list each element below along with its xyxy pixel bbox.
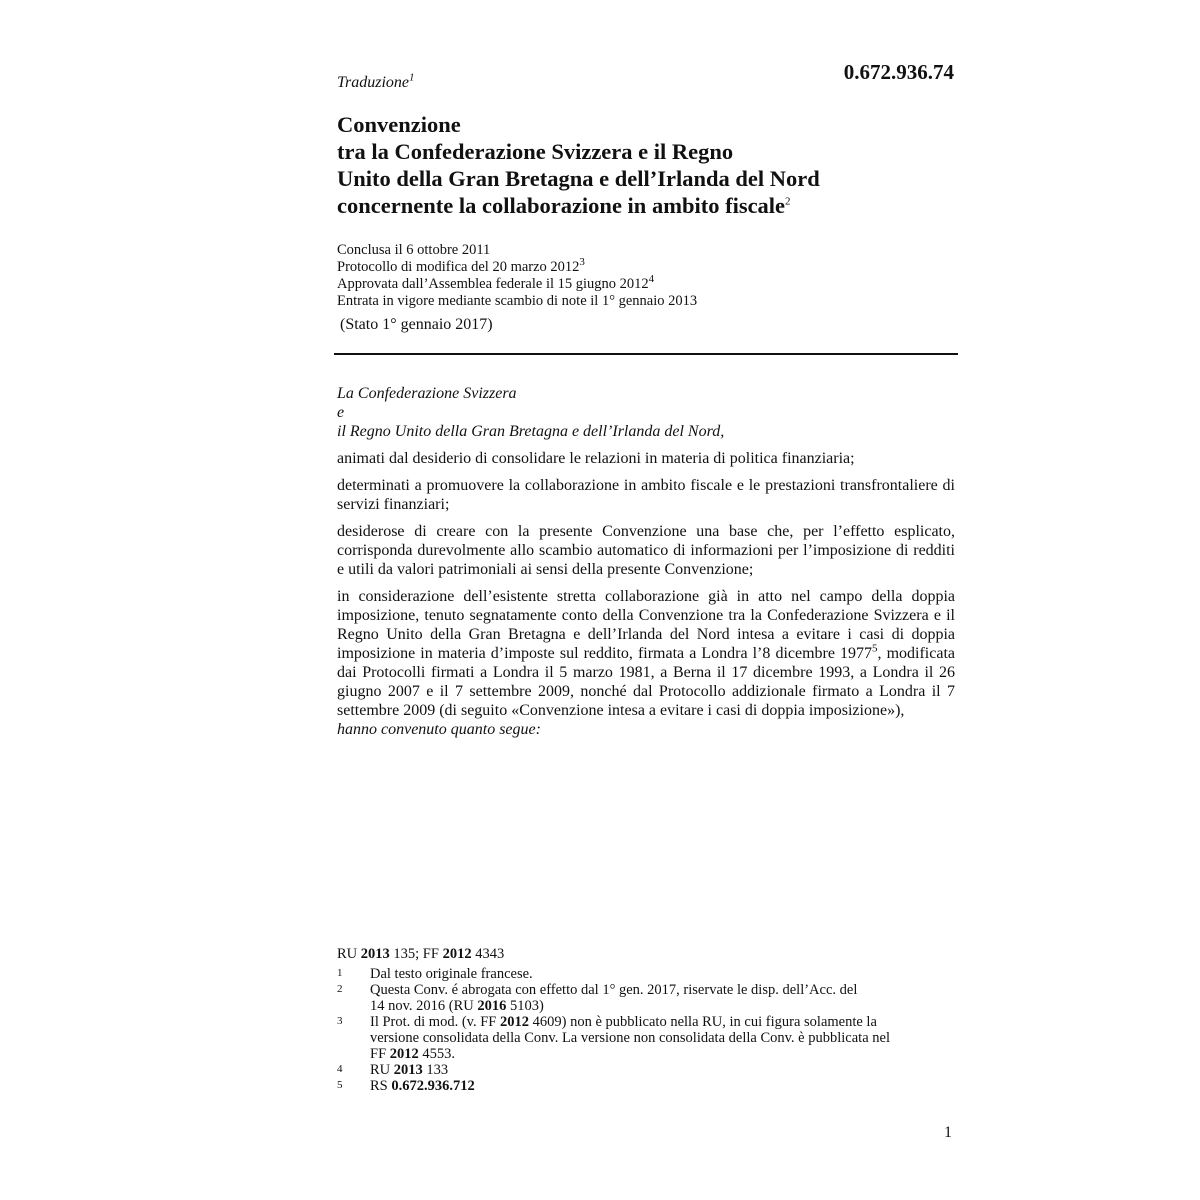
- footnote-line: [370, 1014, 957, 1030]
- preamble-paragraph-2: determinati a promuovere la collaborazione in ambito fiscale e le prestazioni transfrontaliere di servizi finanziari;: [337, 477, 955, 513]
- fn2-pre: 14 nov. 2016 (RU: [370, 998, 478, 1014]
- meta-protocollo-text: Protocollo di modifica del 20 marzo 2012: [337, 259, 580, 275]
- preamble: [337, 384, 955, 739]
- footnote-1: [337, 966, 957, 982]
- page-number: 1: [944, 1124, 952, 1141]
- fn5-pre: RS: [370, 1078, 392, 1094]
- meta-conclusa: Conclusa il 6 ottobre 2011: [337, 242, 491, 258]
- preamble-parties: [337, 384, 955, 441]
- fn4-bold: 2013: [393, 1062, 423, 1078]
- title-line-4: [337, 192, 897, 219]
- ref-ff-year: 2012: [442, 946, 472, 962]
- title-line-1: Convenzione: [337, 112, 461, 137]
- sr-number: 0.672.936.74: [843, 60, 954, 84]
- fn3-pre: Il Prot. di mod. (v. FF: [370, 1014, 500, 1030]
- footnote-4: [337, 1062, 957, 1078]
- preamble-paragraph-4-part-a: in considerazione dell’esistente stretta collaborazione già in atto nel campo della doppia imposizione, tenuto segnatamente conto della Convenzione tra la Confederazione Svizzera e il Regno Unito della Gran Bretagna e dell’Irlanda del Nord intesa a evitare i casi di doppia imposizione in materia d’imposte sul reddito, firmata a Londra l’8 dicembre 1977: [337, 588, 955, 662]
- fn3-l3-pre: FF: [370, 1046, 390, 1062]
- footnote-number: 1: [337, 967, 343, 979]
- fn3-post: 4609) non è pubblicato nella RU, in cui figura solamente la: [528, 1014, 877, 1030]
- footnote-number: 3: [337, 1015, 343, 1027]
- publication-reference: [337, 946, 504, 963]
- meta-approvata: [337, 273, 697, 293]
- footnote-2: [337, 982, 957, 1014]
- meta-approvata-text: Approvata dall’Assemblea federale il 15 giugno 2012: [337, 276, 649, 292]
- meta-protocollo: [337, 256, 697, 276]
- footnote-number: 4: [337, 1063, 343, 1075]
- footnote-ref-1[interactable]: 1: [409, 71, 415, 84]
- fn2-post: 5103): [506, 998, 544, 1014]
- footnote-line: [370, 998, 957, 1014]
- footnote-ref-4[interactable]: 4: [648, 273, 655, 286]
- footnotes: [337, 966, 957, 1094]
- ref-ff-page: 4343: [471, 946, 505, 962]
- traduzione-label: [337, 71, 415, 92]
- footnote-text: Dal testo originale francese.: [370, 966, 533, 982]
- preamble-paragraph-3: desiderose di creare con la presente Convenzione una base che, per l’effetto esplicato, corrisponda durevolmente allo scambio automatico di informazioni per l’imposizione di redditi e utili da valori patrimoniali ai sensi della presente Convenzione;: [337, 523, 955, 578]
- title-line-3: Unito della Gran Bretagna e dell’Irlanda del Nord: [337, 166, 820, 191]
- footnote-ref-5[interactable]: 5: [872, 642, 878, 655]
- footnote-text: [370, 982, 957, 1014]
- title-line-2: tra la Confederazione Svizzera e il Regno: [337, 139, 734, 164]
- footnote-text: [370, 1078, 957, 1094]
- footnote-number: 2: [337, 983, 343, 995]
- traduzione-text: Traduzione: [337, 74, 410, 91]
- footnote-line: [370, 1046, 957, 1062]
- preamble-paragraph-4-part-b: , modificata dai Protocolli firmati a Londra il 5 marzo 1981, a Berna il 17 dicembre 1993, a Londra il 26 giugno 2007 e il 7 settembre 2009, nonché dal Protocollo addizionale firmato a Londra il 7 settembre 2009 (di seguito «Convenzione intesa a evitare i casi di doppia imposizione»),: [337, 645, 956, 719]
- footnote-ref-2[interactable]: 2: [785, 195, 791, 208]
- ref-ru-label: RU: [337, 946, 361, 962]
- footnote-3: [337, 1014, 957, 1062]
- fn4-post: 133: [422, 1062, 449, 1078]
- preamble-paragraph-1: animati dal desiderio di consolidare le relazioni in materia di politica finanziaria;: [337, 450, 855, 467]
- stato-label: (Stato 1° gennaio 2017): [340, 316, 493, 333]
- ref-ru-year: 2013: [360, 946, 390, 962]
- title-line-4-text: concernente la collaborazione in ambito fiscale: [337, 193, 786, 218]
- fn4-pre: RU: [370, 1062, 394, 1078]
- footnote-5: [337, 1078, 957, 1094]
- fn2-bold: 2016: [477, 998, 507, 1014]
- preamble-conclusion: hanno convenuto quanto segue:: [337, 721, 541, 738]
- footnote-ref-3[interactable]: 3: [579, 256, 585, 269]
- party-2: il Regno Unito della Gran Bretagna e dell’Irlanda del Nord,: [337, 423, 725, 440]
- document-title: [337, 111, 897, 219]
- footnote-number: 5: [337, 1079, 343, 1091]
- footnote-text: [370, 1062, 957, 1078]
- fn3-l3-post: 4553.: [418, 1046, 456, 1062]
- footnote-line: versione consolidata della Conv. La versione non consolidata della Conv. è pubblicata nel: [370, 1030, 890, 1046]
- preamble-paragraph-4: [337, 587, 955, 720]
- fn3-l3-bold: 2012: [389, 1046, 419, 1062]
- meta-entrata: Entrata in vigore mediante scambio di note il 1° gennaio 2013: [337, 293, 698, 309]
- document-metadata: [337, 242, 697, 310]
- fn5-bold: 0.672.936.712: [391, 1078, 475, 1094]
- header-divider: [334, 353, 958, 355]
- footnote-text: [370, 1014, 957, 1062]
- party-1: La Confederazione Svizzera: [337, 385, 517, 402]
- footnote-line: Questa Conv. é abrogata con effetto dal 1° gen. 2017, riservate le disp. dell’Acc. del: [370, 982, 858, 998]
- ref-ff-label: 135; FF: [389, 946, 443, 962]
- fn3-bold: 2012: [499, 1014, 529, 1030]
- party-and: e: [337, 404, 345, 421]
